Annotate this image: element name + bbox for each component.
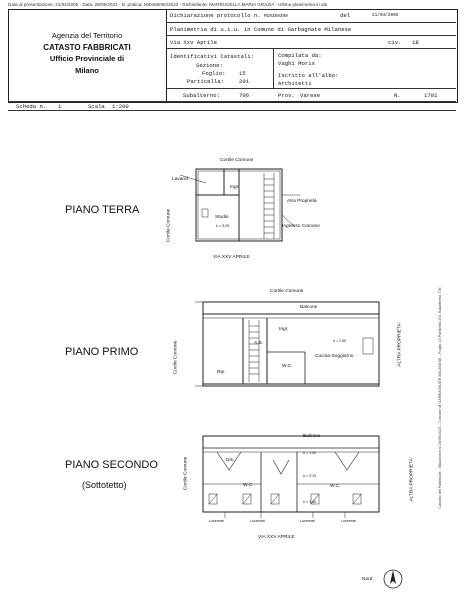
plan-piano-primo — [185, 290, 385, 390]
iscritto-value: Architetti — [278, 80, 312, 87]
del-label: del — [340, 12, 351, 19]
subalterno-value: 706 — [239, 92, 250, 99]
del-date: 21/04/2005 — [372, 13, 399, 18]
label-altra-proprieta-primo: ALTRA PROPRIETA' — [397, 322, 403, 367]
label-via-xxv-aprile-terra: VIA XXV APRILE — [213, 255, 250, 260]
label-balcone-secondo: Balcone — [303, 434, 321, 439]
label-cortile-comune-secondo-side: Cortile Comune — [183, 456, 189, 491]
plan-piano-secondo — [185, 420, 385, 525]
floor-label-secondo: PIANO SECONDO — [65, 459, 158, 471]
label-studio: Studio — [215, 215, 229, 220]
label-balcone-primo: Balcone — [300, 305, 318, 310]
label-cortile-comune-primo: Cortile Comune — [270, 289, 304, 294]
office-city: Milano — [75, 66, 99, 75]
albo-number: 1781 — [424, 92, 438, 99]
label-height-secondo-1: h = 1.50 — [303, 451, 317, 455]
civ-label: civ. — [388, 39, 402, 46]
label-altra-proprieta-secondo: ALTRA PROPRIETA' — [409, 457, 415, 502]
scala-label: Scala — [88, 103, 105, 110]
office-catasto: CATASTO FABBRICATI — [43, 43, 131, 52]
sezione-label: Sezione: — [196, 62, 223, 69]
label-rip: Rip. — [217, 370, 226, 375]
office-box — [8, 9, 167, 101]
label-cortile-comune-primo-side: Cortile Comune — [173, 340, 179, 375]
floor-sublabel-sottotetto: (Sottotetto) — [82, 480, 127, 490]
scheda-label: Scheda n. — [16, 103, 47, 110]
label-wc-secondo-2: W.C. — [330, 484, 341, 489]
identificativi-title: Identificativi Catastali: — [170, 53, 254, 60]
dichiarazione-number: MI0359390 — [264, 14, 288, 19]
foglio-value: 15 — [239, 70, 246, 77]
label-ab: A.B. — [254, 341, 264, 346]
particella-value: 201 — [239, 78, 250, 85]
label-lucernari-3: Lucernari — [300, 519, 315, 523]
label-ingr-primo: Ingr. — [279, 327, 289, 332]
via-text: Via Xxv Aprile — [170, 39, 217, 46]
north-arrow-icon — [382, 568, 404, 590]
header-divider — [166, 48, 456, 49]
label-cucina-soggiorno: Cucina-Soggiorno — [315, 354, 354, 359]
dichiarazione-label: Dichiarazione protocollo n. — [170, 12, 261, 19]
label-lucernari-1: Lucernari — [209, 519, 224, 523]
label-nord: Nord — [362, 577, 373, 582]
label-lucernari-4: Lucernari — [341, 519, 356, 523]
office-agency: Agenzia del Territorio — [51, 31, 123, 40]
label-studio-height: h = 3.25 — [216, 224, 230, 228]
label-atra-proprieta: Atra Proprietà — [287, 199, 317, 204]
scala-value: 1:200 — [112, 103, 129, 110]
label-height-secondo-3: h = 1.50 — [303, 500, 317, 504]
office-ufficio: Ufficio Provinciale di — [49, 54, 125, 63]
label-via-xxv-aprile-secondo: VIA XXV APRILE — [258, 535, 295, 540]
floor-label-terra: PIANO TERRA — [65, 204, 140, 216]
header-divider — [166, 88, 456, 89]
plan-piano-terra — [150, 155, 370, 270]
foglio-label: Foglio: — [202, 70, 226, 77]
prov-label: Prov. — [278, 92, 295, 99]
label-ingr-terra: Ingr. — [230, 185, 240, 190]
particella-label: Particella: — [187, 78, 224, 85]
label-wc-secondo-1: W.C. — [243, 483, 254, 488]
subalterno-label: Subalterno: — [183, 92, 220, 99]
header-divider — [8, 110, 456, 111]
header-divider — [8, 101, 456, 102]
label-height-primo: h = 2.50 — [333, 339, 347, 343]
prov-value: Varese — [300, 92, 321, 99]
compilata-by: Vaghi Moris — [278, 60, 315, 67]
compilata-label: Compilata da: — [278, 52, 322, 59]
civ-number: 18 — [412, 39, 419, 46]
floor-label-primo: PIANO PRIMO — [65, 346, 139, 358]
scheda-number: 1 — [58, 103, 62, 110]
label-wc-primo: W.C. — [282, 364, 293, 369]
label-lucernari-2: Lucernari — [250, 519, 265, 523]
header-divider — [166, 22, 456, 23]
planimetria-text: Planimetria di u.i.u. in Comune di Garbagnate Milanese — [170, 26, 352, 33]
header-divider — [166, 35, 456, 36]
label-cortile-comune-terra-side: Cortile Comune — [166, 208, 172, 243]
albo-number-label: N. — [394, 92, 401, 99]
label-ingresso-comune: Ingresso Comune — [282, 224, 320, 229]
top-info-line: Data di presentazione: 21/04/2005 - Data: 28/09/2023 - N. pratica: MI0466093/2023 - Richiedente: MARRUCELLA MARIA GRAZIA - Ultima planimetria in atti — [8, 2, 328, 7]
label-lavand: Lavand. — [172, 177, 190, 182]
iscritto-label: Iscritto all'albo: — [278, 72, 339, 79]
label-cortile-comune-terra: Cortile Comune — [220, 158, 254, 163]
header-divider — [273, 48, 274, 88]
label-height-secondo-2: h = 3.10 — [303, 474, 317, 478]
side-stamp: Catasto dei Fabbricati - Situazione al 28/09/2023 - Comune di GARBAGNATE MILANESE - Foglio 15 Particella 201 Subalterno 706 — [438, 287, 442, 509]
label-dis: Dis. — [226, 458, 235, 463]
